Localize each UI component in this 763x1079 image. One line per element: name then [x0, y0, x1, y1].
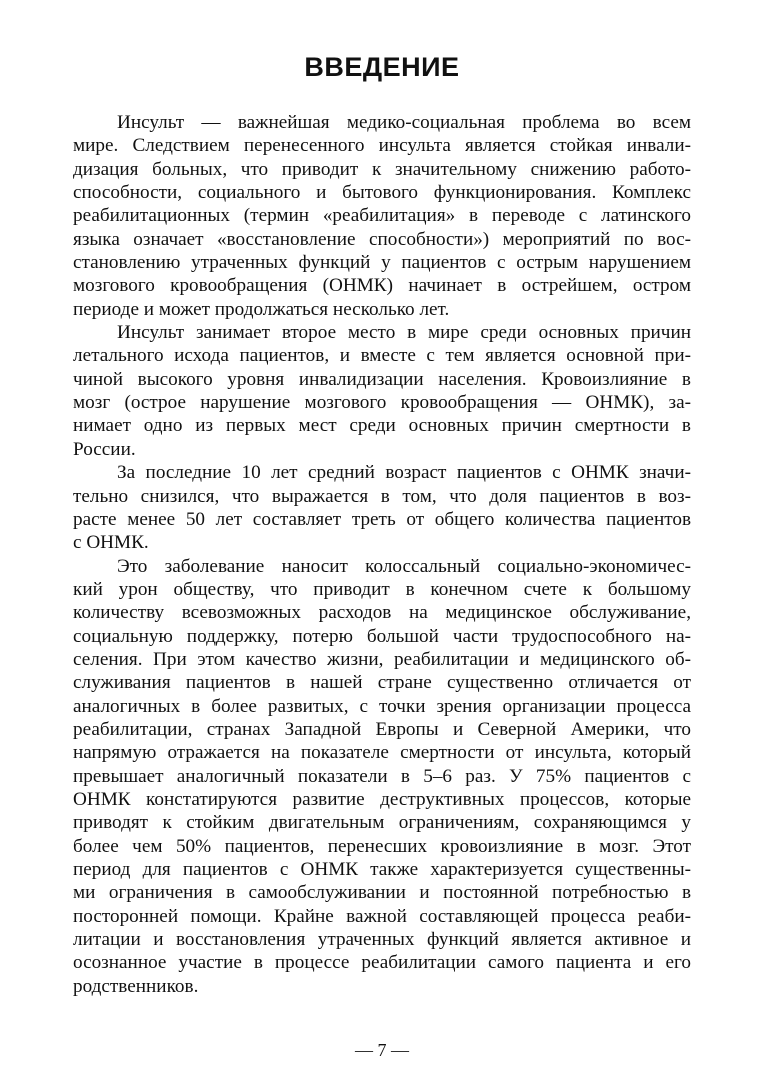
text-line: Это заболевание наносит колоссальный социально-экономичес- [117, 555, 691, 577]
text-line: посторонней помощи. Крайне важной составляющей процесса реаби- [73, 905, 691, 927]
text-line: становлению утраченных функций у пациентов с острым нарушением [73, 252, 691, 274]
text-line: с ОНМК. [73, 532, 149, 554]
text-line: периоде и может продолжаться несколько лет. [73, 298, 450, 320]
text-line: мозгового кровообращения (ОНМК) начинает в острейшем, остром [73, 275, 691, 297]
text-line: мире. Следствием перенесенного инсульта является стойкая инвали- [73, 135, 691, 157]
paragraph [73, 555, 691, 999]
paragraph [73, 321, 691, 461]
text-line: литации и восстановления утраченных функций является активное и [73, 929, 691, 951]
text-line: служивания пациентов в нашей стране существенно отличается от [73, 672, 691, 694]
text-line: способности, социального и бытового функционирования. Комплекс [73, 182, 691, 204]
text-line: расте менее 50 лет составляет треть от общего количества пациентов [73, 508, 691, 530]
page-number: — 7 — [355, 1040, 409, 1060]
text-line: социальную поддержку, потерю большой части трудоспособного на- [73, 625, 691, 647]
text-line: превышает аналогичный показатели в 5–6 раз. У 75% пациентов с [73, 765, 691, 787]
text-line: количеству всевозможных расходов на медицинское обслуживание, [73, 602, 691, 624]
text-line: более чем 50% пациентов, перенесших кровоизлияние в мозг. Этот [73, 835, 691, 857]
text-line: языка означает «восстановление способности») мероприятий по вос- [73, 228, 691, 250]
text-line: селения. При этом качество жизни, реабилитации и медицинского об- [73, 648, 691, 670]
text-line: России. [73, 438, 136, 460]
text-line: напрямую отражается на показателе смертности от инсульта, который [73, 742, 691, 764]
text-line: За последние 10 лет средний возраст пациентов с ОНМК значи- [117, 462, 691, 484]
book-page [73, 0, 691, 1079]
text-line: летального исхода пациентов, и вместе с тем является основной при- [73, 345, 691, 367]
text-line: чиной высокого уровня инвалидизации населения. Кровоизлияние в [73, 368, 691, 390]
paragraph [73, 461, 691, 554]
text-line: период для пациентов с ОНМК также характеризуется существенны- [73, 859, 691, 880]
paragraph [73, 111, 691, 321]
text-line: нимает одно из первых мест среди основных причин смертности в [73, 415, 691, 437]
text-line: осознанное участие в процессе реабилитации самого пациента и его [73, 952, 691, 974]
text-line: Инсульт занимает второе место в мире среди основных причин [117, 322, 691, 344]
text-line: тельно снизился, что выражается в том, что доля пациентов в воз- [73, 485, 691, 507]
text-line: аналогичных в более развитых, с точки зрения организации процесса [73, 695, 691, 717]
text-line: ми ограничения в самообслуживании и постоянной потребностью в [73, 882, 691, 904]
text-line: приводят к стойким двигательным ограничениям, сохраняющимся у [73, 812, 691, 834]
text-line: кий урон обществу, что приводит в конечном счете к большому [73, 578, 691, 600]
text-line: реабилитации, странах Западной Европы и Северной Америки, что [73, 718, 691, 740]
text-line: реабилитационных (термин «реабилитация» в переводе с латинского [73, 205, 691, 227]
text-line: Инсульт — важнейшая медико-социальная проблема во всем [117, 112, 691, 133]
text-line: ОНМК констатируются развитие деструктивных процессов, которые [73, 788, 691, 810]
text-line: дизация больных, что приводит к значительному снижению работо- [73, 158, 691, 180]
body-text [73, 111, 691, 998]
text-line: мозг (острое нарушение мозгового кровообращения — ОНМК), за- [73, 392, 691, 414]
page-title: ВВЕДЕНИЕ [304, 52, 460, 82]
text-line: родственников. [73, 975, 199, 997]
